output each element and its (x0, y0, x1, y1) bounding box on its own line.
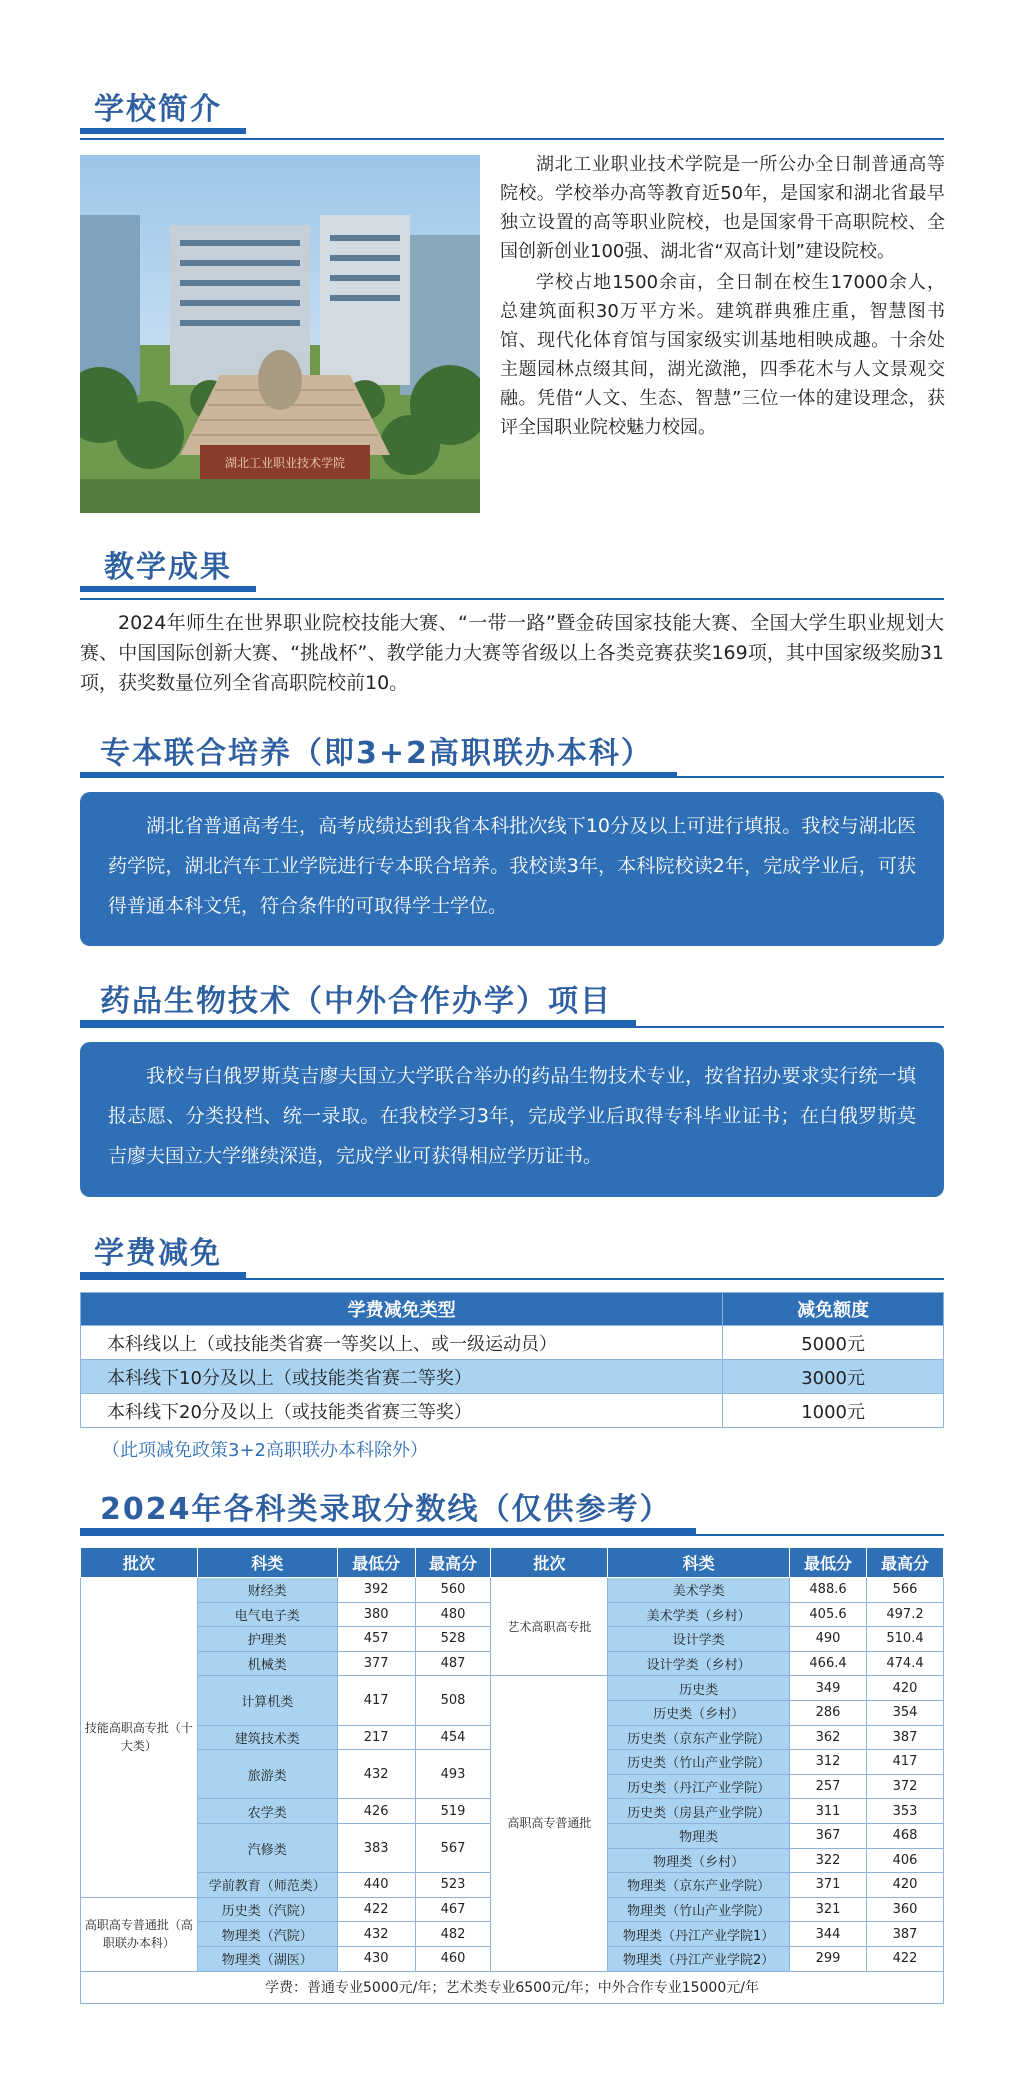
category-cell: 物理类（京东产业学院） (608, 1873, 790, 1898)
fee-row (81, 1326, 944, 1360)
scores-footer-row (81, 1971, 944, 2003)
max-score-cell: 510.4 (866, 1627, 943, 1652)
min-score-cell: 432 (337, 1922, 415, 1947)
max-score-cell: 480 (415, 1602, 491, 1627)
min-score-cell: 426 (337, 1799, 415, 1824)
min-score-cell: 371 (790, 1873, 867, 1898)
max-score-cell: 493 (415, 1750, 491, 1799)
max-score-cell: 560 (415, 1578, 491, 1603)
max-score-cell: 460 (415, 1946, 491, 1971)
min-score-cell: 457 (337, 1627, 415, 1652)
min-score-cell: 362 (790, 1725, 867, 1750)
max-score-cell: 420 (866, 1676, 943, 1701)
category-cell: 学前教育（师范类） (197, 1873, 337, 1898)
category-cell: 设计学类（乡村） (608, 1651, 790, 1676)
min-score-cell: 417 (337, 1676, 415, 1725)
category-cell: 物理类（竹山产业学院） (608, 1897, 790, 1922)
max-score-cell: 387 (866, 1922, 943, 1947)
category-cell: 汽修类 (197, 1823, 337, 1872)
fee-type: 本科线下20分及以上（或技能类省赛三等奖） (81, 1394, 723, 1428)
max-score-cell: 487 (415, 1651, 491, 1676)
max-score-cell: 523 (415, 1873, 491, 1898)
min-score-cell: 312 (790, 1750, 867, 1775)
category-cell: 物理类（丹江产业学院2） (608, 1946, 790, 1971)
min-score-cell: 430 (337, 1946, 415, 1971)
min-score-cell: 488.6 (790, 1578, 867, 1603)
score-row (81, 1578, 944, 1603)
max-score-cell: 566 (866, 1578, 943, 1603)
min-score-cell: 367 (790, 1823, 867, 1848)
min-score-cell: 299 (790, 1946, 867, 1971)
achievements-text: 2024年师生在世界职业院校技能大赛、“一带一路”暨金砖国家技能大赛、全国大学生职业规划大赛、中国国际创新大赛、“挑战杯”、教学能力大赛等省级以上各类竞赛获奖169项，其中国家级奖励31项，获奖数量位列全省高职院校前10。 (80, 612, 944, 694)
fee-type: 本科线下10分及以上（或技能类省赛二等奖） (81, 1360, 723, 1394)
category-cell: 计算机类 (197, 1676, 337, 1725)
fee-row (81, 1394, 944, 1428)
min-score-cell: 466.4 (790, 1651, 867, 1676)
category-cell: 设计学类 (608, 1627, 790, 1652)
min-score-cell: 440 (337, 1873, 415, 1898)
scores-col-min-right: 最低分 (790, 1548, 867, 1578)
min-score-cell: 422 (337, 1897, 415, 1922)
achievements-heading: 教学成果 (80, 542, 246, 592)
category-cell: 历史类（乡村） (608, 1700, 790, 1725)
intro-heading-block (80, 84, 944, 140)
max-score-cell: 422 (866, 1946, 943, 1971)
scores-col-max-right: 最高分 (866, 1548, 943, 1578)
category-cell: 护理类 (197, 1627, 337, 1652)
max-score-cell: 474.4 (866, 1651, 943, 1676)
max-score-cell: 354 (866, 1700, 943, 1725)
achievements-heading-block (80, 542, 944, 600)
score-row (81, 1676, 944, 1701)
max-score-cell: 482 (415, 1922, 491, 1947)
scores-col-batch: 批次 (81, 1548, 198, 1578)
fee-amount: 3000元 (723, 1360, 944, 1394)
category-cell: 历史类（丹江产业学院） (608, 1774, 790, 1799)
max-score-cell: 508 (415, 1676, 491, 1725)
intro-paragraph-2: 学校占地1500余亩，全日制在校生17000余人，总建筑面积30万平方米。建筑群典雅庄重，智慧图书馆、现代化体育馆与国家级实训基地相映成趣。十余处主题园林点缀其间，湖光潋滟，四季花木与人文景观交融。凭借“人文、生态、智慧”三位一体的建设理念，获评全国职业院校魅力校园。 (500, 272, 945, 438)
category-cell: 物理类（汽院） (197, 1922, 337, 1947)
category-cell: 物理类（乡村） (608, 1848, 790, 1873)
batch-cell: 技能高职高专批（十大类） (81, 1578, 198, 1898)
intro-heading: 学校简介 (80, 84, 236, 134)
category-cell: 财经类 (197, 1578, 337, 1603)
intro-paragraph-1: 湖北工业职业技术学院是一所公办全日制普通高等院校。学校举办高等教育近50年，是国家和湖北省最早独立设置的高等职业院校，也是国家骨干高职院校、全国创新创业100强、湖北省“双高计划”建设院校。 (500, 154, 945, 262)
fee-reduction-table (80, 1292, 944, 1428)
max-score-cell: 528 (415, 1627, 491, 1652)
max-score-cell: 420 (866, 1873, 943, 1898)
category-cell: 建筑技术类 (197, 1725, 337, 1750)
fee-amount: 5000元 (723, 1326, 944, 1360)
min-score-cell: 392 (337, 1578, 415, 1603)
max-score-cell: 519 (415, 1799, 491, 1824)
category-cell: 历史类（汽院） (197, 1897, 337, 1922)
batch-cell: 高职高专普通批（高职联办本科） (81, 1897, 198, 1971)
category-cell: 历史类（房县产业学院） (608, 1799, 790, 1824)
min-score-cell: 257 (790, 1774, 867, 1799)
fee-heading: 学费减免 (80, 1228, 236, 1278)
biotech-heading-block (80, 976, 944, 1028)
max-score-cell: 467 (415, 1897, 491, 1922)
category-cell: 电气电子类 (197, 1602, 337, 1627)
max-score-cell: 387 (866, 1725, 943, 1750)
category-cell: 物理类（湖医） (197, 1946, 337, 1971)
category-cell: 历史类（京东产业学院） (608, 1725, 790, 1750)
scores-col-max: 最高分 (415, 1548, 491, 1578)
biotech-info-box: 我校与白俄罗斯莫吉廖夫国立大学联合举办的药品生物技术专业，按省招办要求实行统一填报志愿、分类投档、统一录取。在我校学习3年，完成学业后取得专科毕业证书；在白俄罗斯莫吉廖夫国立大学继续深造，完成学业可获得相应学历证书。 (80, 1042, 944, 1197)
fee-type: 本科线以上（或技能类省赛一等奖以上、或一级运动员） (81, 1326, 723, 1360)
max-score-cell: 406 (866, 1848, 943, 1873)
category-cell: 物理类 (608, 1823, 790, 1848)
scores-heading: 2024年各科类录取分数线（仅供参考） (80, 1484, 686, 1534)
min-score-cell: 217 (337, 1725, 415, 1750)
min-score-cell: 405.6 (790, 1602, 867, 1627)
category-cell: 物理类（丹江产业学院1） (608, 1922, 790, 1947)
fee-row (81, 1360, 944, 1394)
min-score-cell: 377 (337, 1651, 415, 1676)
scores-header-row (81, 1548, 944, 1578)
max-score-cell: 360 (866, 1897, 943, 1922)
category-cell: 美术学类（乡村） (608, 1602, 790, 1627)
min-score-cell: 349 (790, 1676, 867, 1701)
category-cell: 历史类（竹山产业学院） (608, 1750, 790, 1775)
min-score-cell: 383 (337, 1823, 415, 1872)
scores-heading-block (80, 1484, 944, 1536)
min-score-cell: 490 (790, 1627, 867, 1652)
max-score-cell: 372 (866, 1774, 943, 1799)
fee-heading-block (80, 1228, 944, 1280)
max-score-cell: 353 (866, 1799, 943, 1824)
biotech-heading: 药品生物技术（中外合作办学）项目 (80, 976, 626, 1026)
fee-note: （此项减免政策3+2高职联办本科除外） (102, 1440, 428, 1461)
fee-col-type: 学费减免类型 (81, 1293, 723, 1326)
max-score-cell: 468 (866, 1823, 943, 1848)
scores-table (80, 1547, 944, 2004)
batch-cell: 高职高专普通批 (491, 1676, 608, 1971)
fee-amount: 1000元 (723, 1394, 944, 1428)
max-score-cell: 497.2 (866, 1602, 943, 1627)
batch-cell: 艺术高职高专批 (491, 1578, 608, 1676)
category-cell: 历史类 (608, 1676, 790, 1701)
fee-table-header (81, 1293, 944, 1326)
campus-photo (80, 155, 480, 513)
min-score-cell: 344 (790, 1922, 867, 1947)
category-cell: 机械类 (197, 1651, 337, 1676)
min-score-cell: 286 (790, 1700, 867, 1725)
max-score-cell: 454 (415, 1725, 491, 1750)
min-score-cell: 321 (790, 1897, 867, 1922)
joint-heading-block (80, 728, 944, 778)
min-score-cell: 311 (790, 1799, 867, 1824)
category-cell: 美术学类 (608, 1578, 790, 1603)
category-cell: 旅游类 (197, 1750, 337, 1799)
joint-info-box: 湖北省普通高考生，高考成绩达到我省本科批次线下10分及以上可进行填报。我校与湖北医药学院，湖北汽车工业学院进行专本联合培养。我校读3年，本科院校读2年，完成学业后，可获得普通本科文凭，符合条件的可取得学士学位。 (80, 792, 944, 946)
tuition-footer: 学费：普通专业5000元/年；艺术类专业6500元/年；中外合作专业15000元/年 (81, 1971, 944, 2003)
min-score-cell: 322 (790, 1848, 867, 1873)
scores-col-batch-right: 批次 (491, 1548, 608, 1578)
intro-text (500, 150, 945, 442)
scores-col-category: 科类 (197, 1548, 337, 1578)
fee-col-amount: 减免额度 (723, 1293, 944, 1326)
scores-col-min: 最低分 (337, 1548, 415, 1578)
max-score-cell: 417 (866, 1750, 943, 1775)
joint-heading: 专本联合培养（即3+2高职联办本科） (80, 728, 667, 778)
category-cell: 农学类 (197, 1799, 337, 1824)
scores-col-category-right: 科类 (608, 1548, 790, 1578)
max-score-cell: 567 (415, 1823, 491, 1872)
min-score-cell: 380 (337, 1602, 415, 1627)
campus-sign-text: 湖北工业职业技术学院 (224, 456, 346, 470)
min-score-cell: 432 (337, 1750, 415, 1799)
